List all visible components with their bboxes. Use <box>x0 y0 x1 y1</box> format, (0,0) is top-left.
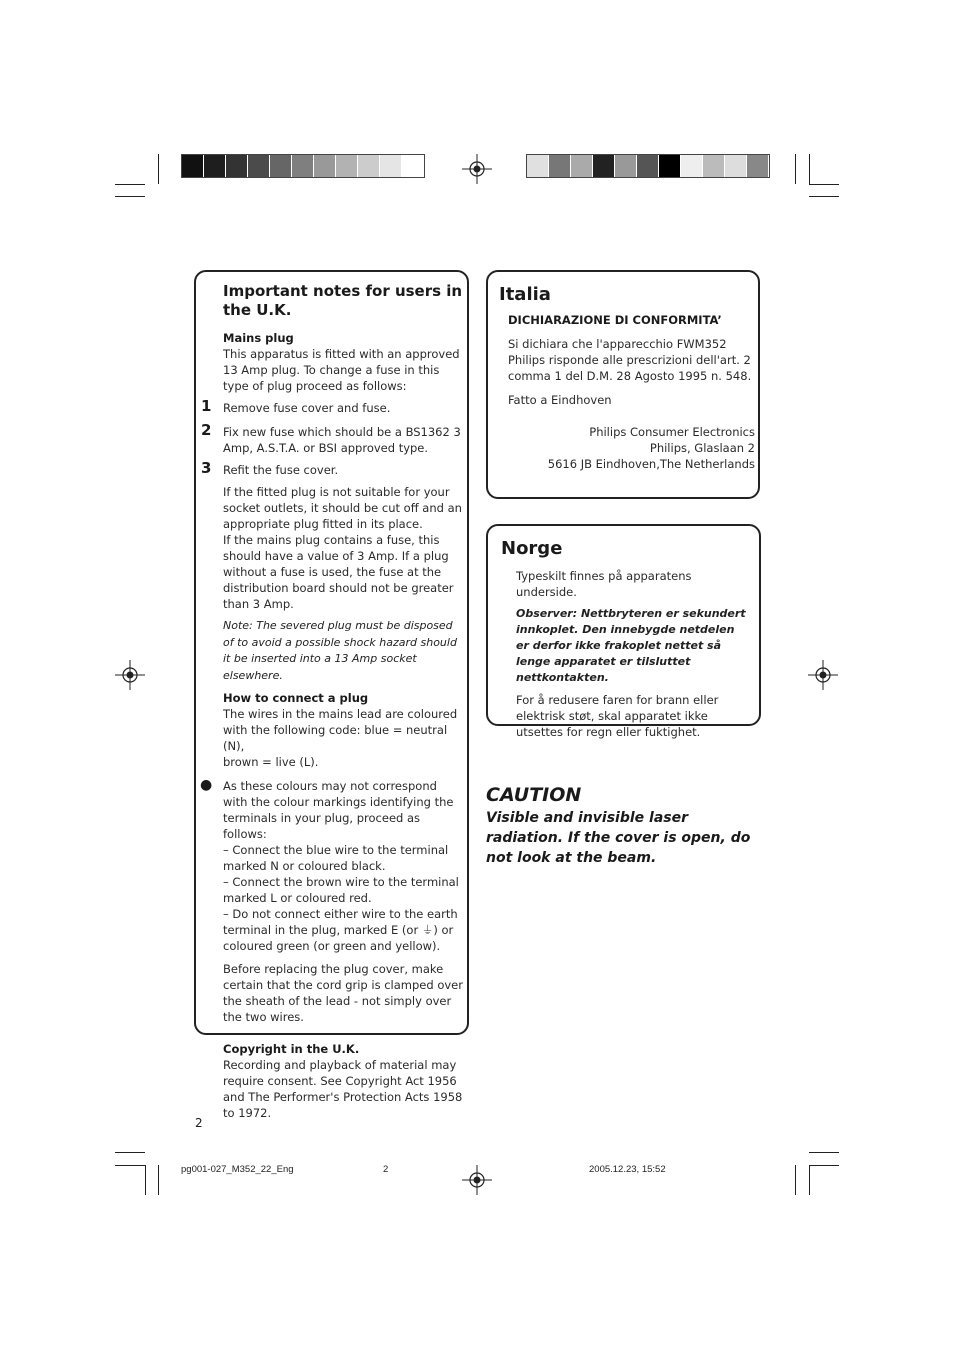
norge-text: Typeskilt finnes på apparatens underside. <box>516 569 692 599</box>
color-swatch <box>747 155 769 177</box>
color-swatch <box>336 155 358 177</box>
norge-box <box>486 524 761 739</box>
color-swatch <box>681 155 703 177</box>
color-swatch <box>637 155 659 177</box>
color-swatch <box>358 155 380 177</box>
step-text: Refit the fuse cover. <box>223 463 339 477</box>
color-swatch <box>226 155 248 177</box>
bullet-icon: ● <box>200 777 213 793</box>
step-number: 2 <box>201 421 212 439</box>
page-number: 2 <box>195 1116 203 1130</box>
mains-plug-text: This apparatus is fitted with an approved 13 Amp plug. To change a fuse in this type of plug proceed as follows: <box>223 347 460 393</box>
registration-mark-icon <box>115 660 145 690</box>
color-bar-right <box>526 154 770 178</box>
color-swatch <box>615 155 637 177</box>
step-2 <box>201 421 463 456</box>
italia-title: Italia <box>499 284 551 305</box>
address-line: 5616 JB Eindhoven,The Netherlands <box>547 457 755 471</box>
caution-block <box>486 784 761 868</box>
color-swatch <box>248 155 270 177</box>
uk-title: Important notes for users in the U.K. <box>223 282 463 319</box>
footer-page: 2 <box>383 1164 389 1175</box>
color-swatch <box>659 155 681 177</box>
footer-file-name: pg001-027_M352_22_Eng <box>181 1164 294 1175</box>
severed-plug-note: Note: The severed plug must be disposed of to avoid a possible shock hazard should it be inserted into a 13 Amp socket elsewhere. <box>223 619 457 682</box>
color-swatch <box>593 155 615 177</box>
copyright-heading: Copyright in the U.K. <box>223 1042 360 1056</box>
color-swatch <box>527 155 549 177</box>
color-swatch <box>204 155 226 177</box>
conformity-heading: DICHIARAZIONE DI CONFORMITA’ <box>508 313 722 327</box>
dash-item: – Connect the brown wire to the terminal marked L or coloured red. <box>223 875 459 905</box>
uk-notes-box <box>194 270 469 1120</box>
step-number: 3 <box>201 459 212 477</box>
italia-box <box>486 270 760 499</box>
registration-mark-icon <box>462 154 492 184</box>
caution-text: Visible and invisible laser radiation. If the cover is open, do not look at the beam. <box>486 810 751 866</box>
step-text: Remove fuse cover and fuse. <box>223 401 391 415</box>
bullet-item <box>200 777 463 954</box>
registration-mark-icon <box>462 1165 492 1195</box>
color-swatch <box>380 155 402 177</box>
address-line: Philips, Glaslaan 2 <box>649 441 755 455</box>
fuse-warning-text: If the mains plug contains a fuse, this should have a value of 3 Amp. If a plug without a fuse is used, the fuse at the distribution board should not be greater than 3 Amp. <box>223 533 454 611</box>
address-block <box>548 424 755 472</box>
color-swatch <box>270 155 292 177</box>
step-number: 1 <box>201 397 212 415</box>
dash-item: – Do not connect either wire to the earth terminal in the plug, marked E (or ⏚) or coloured green (or green and yellow). <box>223 907 458 953</box>
dash-item: – Connect the blue wire to the terminal marked N or coloured black. <box>223 843 449 873</box>
footer-date: 2005.12.23, 15:52 <box>589 1164 666 1175</box>
connect-plug-heading: How to connect a plug <box>223 691 369 705</box>
color-swatch <box>571 155 593 177</box>
step-text: Fix new fuse which should be a BS1362 3 Amp, A.S.T.A. or BSI approved type. <box>223 425 461 455</box>
before-replacing-text: Before replacing the plug cover, make certain that the cord grip is clamped over the sheath of the lead - not simply over the two wires. <box>223 962 463 1024</box>
copyright-text: Recording and playback of material may require consent. See Copyright Act 1956 and The Performer's Protection Acts 1958 to 1972. <box>223 1058 463 1120</box>
step-3 <box>201 459 463 478</box>
color-swatch <box>549 155 571 177</box>
color-swatch <box>703 155 725 177</box>
mains-plug-heading: Mains plug <box>223 331 294 345</box>
registration-mark-icon <box>808 660 838 690</box>
color-swatch <box>402 155 424 177</box>
caution-title: CAUTION <box>486 784 582 806</box>
bullet-text: As these colours may not correspond with the colour markings identifying the terminals in your plug, proceed as follows: <box>223 779 454 841</box>
norge-warning: Observer: Nettbryteren er sekundert innkoplet. Den innebygde netdelen er derfor ikke frakoplet nettet så lenge apparatet er tilsluttet nettkontakten. <box>516 607 746 684</box>
address-line: Philips Consumer Electronics <box>589 425 755 439</box>
color-swatch <box>725 155 747 177</box>
color-swatch <box>314 155 336 177</box>
wire-code-text: The wires in the mains lead are coloured with the following code: blue = neutral (N), <box>223 707 458 753</box>
wire-code-text-2: brown = live (L). <box>223 755 319 769</box>
color-bar-left <box>181 154 425 178</box>
norge-title: Norge <box>501 538 563 559</box>
color-swatch <box>292 155 314 177</box>
conformity-text: Si dichiara che l'apparecchio FWM352 Philips risponde alle prescrizioni dell'art. 2 comma 1 del D.M. 28 Agosto 1995 n. 548. <box>508 337 752 383</box>
plug-warning-text: If the fitted plug is not suitable for your socket outlets, it should be cut off and an appropriate plug fitted in its place. <box>223 485 462 531</box>
place-text: Fatto a Eindhoven <box>508 393 612 407</box>
step-1 <box>201 397 463 416</box>
norge-text-2: For å redusere faren for brann eller elektrisk støt, skal apparatet ikke utsettes for regn eller fuktighet. <box>516 693 719 739</box>
color-swatch <box>182 155 204 177</box>
